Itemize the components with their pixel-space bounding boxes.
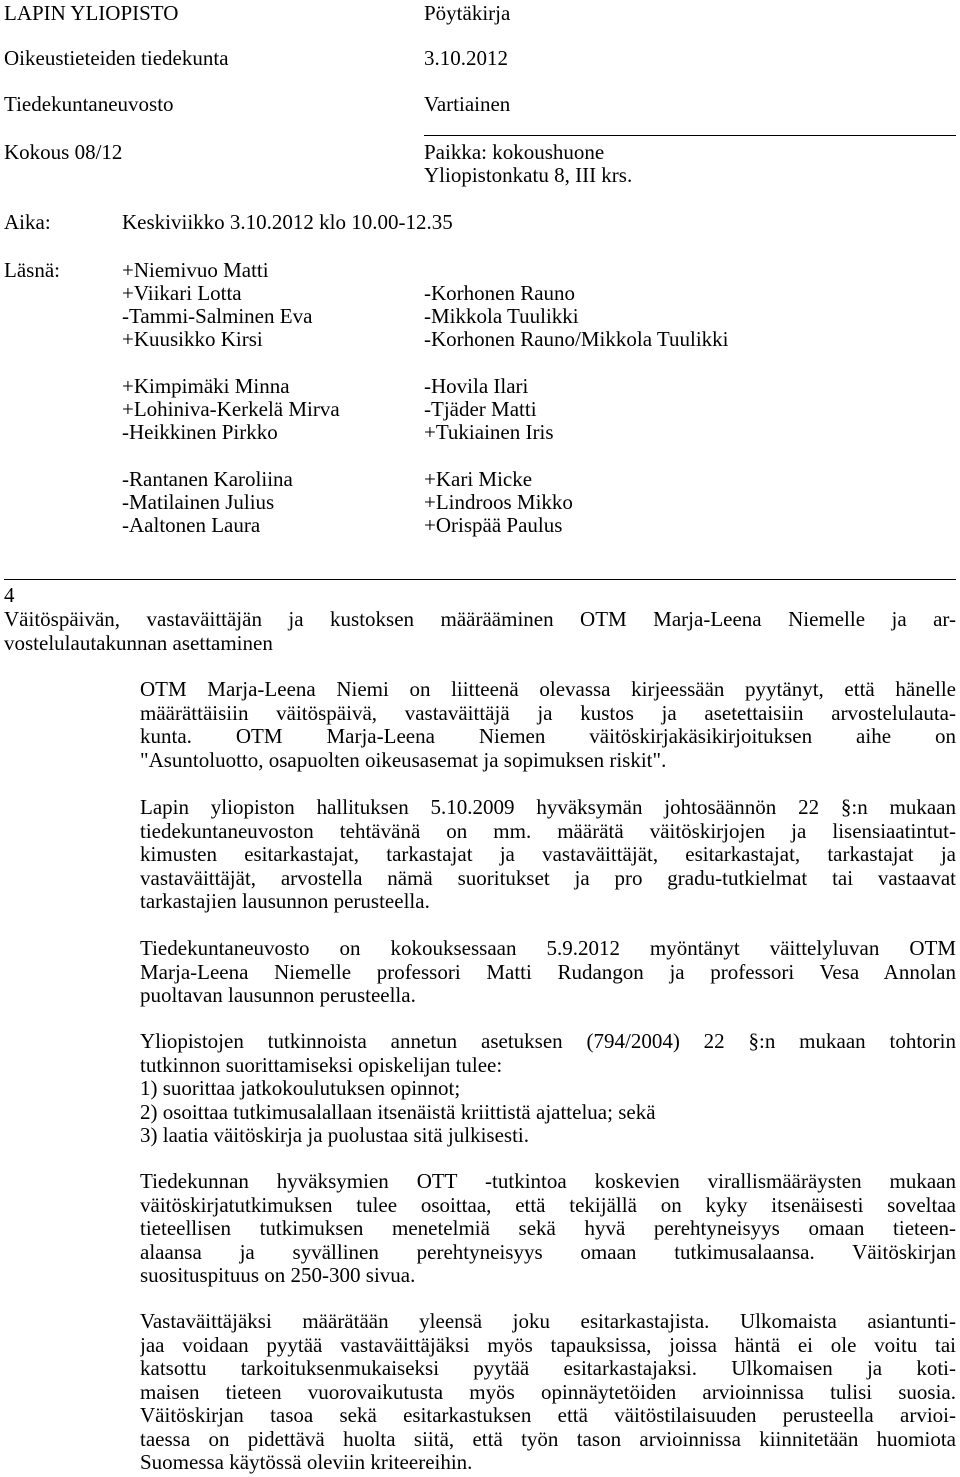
- attendee: -Korhonen Rauno: [424, 281, 576, 305]
- attendee: +Viikari Lotta: [122, 281, 242, 305]
- text-line: tieteellisen tutkimuksen menetelmiä sekä hyvä perehtyneisyys omaan tieteen-: [140, 1217, 956, 1240]
- attendee: -Aaltonen Laura: [122, 513, 261, 537]
- attendee: +Niemivuo Matti: [122, 258, 269, 282]
- attendee: +Lohiniva-Kerkelä Mirva: [122, 397, 340, 421]
- text-line: katsottu tarkoituksenmukaiseksi pyytää esitarkastajaksi. Ulkomaisen ja koti-: [140, 1357, 956, 1380]
- text-line: vastaväittäjät, arvostella nämä suoritukset ja pro gradu-tutkielmat tai vastaavat: [140, 866, 956, 890]
- text-line: Vastaväittäjäksi määrätään yleensä joku esitarkastajista. Ulkomaista asiantunti-: [140, 1310, 956, 1333]
- attendee: +Lindroos Mikko: [424, 490, 573, 514]
- text-line: kimusten esitarkastajat, tarkastajat ja vastaväittäjät, esitarkastajat, tarkastajat ja: [140, 843, 956, 866]
- text-line: taessa on pidettävä huolta siitä, että työn tason arvioinnissa kiinnitetään huomiota: [140, 1427, 956, 1451]
- attendee: -Tammi-Salminen Eva: [122, 304, 313, 328]
- text-line: Yliopistojen tutkinnoista annetun asetuksen (794/2004) 22 §:n mukaan tohtorin: [140, 1030, 956, 1053]
- text-line: alaansa ja syvällinen perehtyneisyys omaan tutkimusalaansa. Väitöskirjan: [140, 1240, 956, 1264]
- text-line: Marja-Leena Niemelle professori Matti Rudangon ja professori Vesa Annolan: [140, 960, 956, 984]
- time-value: Keskiviikko 3.10.2012 klo 10.00-12.35: [122, 210, 453, 234]
- attendee: -Heikkinen Pirkko: [122, 420, 278, 444]
- attendee: -Mikkola Tuulikki: [424, 304, 579, 328]
- text-line: kunta. OTM Marja-Leena Niemen väitöskirjakäsikirjoituksen aihe on: [140, 725, 956, 748]
- text-line: tutkinnon suorittamiseksi opiskelijan tulee:: [140, 1052, 503, 1077]
- text-line: Lapin yliopiston hallituksen 5.10.2009 hyväksymän johtosäännön 22 §:n mukaan: [140, 796, 956, 819]
- header-rule: [424, 135, 956, 136]
- paragraph-requirements: [140, 1170, 956, 1288]
- text-line: määrättäisiin väitöspäivä, vastaväittäjä ja kustos ja asetettaisiin arvostelulauta-: [140, 701, 956, 725]
- meeting-address: Yliopistonkatu 8, III krs.: [424, 163, 633, 187]
- paragraph-request: [140, 678, 956, 772]
- attendee: -Korhonen Rauno/Mikkola Tuulikki: [424, 327, 729, 351]
- text-line: 3) laatia väitöskirja ja puolustaa sitä julkisesti.: [140, 1123, 529, 1147]
- attendee: -Rantanen Karoliina: [122, 467, 293, 491]
- text-line: puoltavan lausunnon perusteella.: [140, 983, 416, 1007]
- attendee: -Matilainen Julius: [122, 490, 275, 514]
- university-name: LAPIN YLIOPISTO: [4, 1, 179, 25]
- text-line: suosituspituus on 250-300 sivua.: [140, 1263, 416, 1287]
- text-line: Väitöskirjan tasoa sekä esitarkastuksen että väitöstilaisuuden perusteella arvioi-: [140, 1404, 956, 1427]
- text-line: Suomessa käytössä oleviin kriteereihin.: [140, 1450, 473, 1474]
- item-title: [4, 608, 956, 655]
- document-type: Pöytäkirja: [424, 1, 511, 25]
- attendee: +Kimpimäki Minna: [122, 374, 290, 398]
- text-line: 1) suorittaa jatkokoulutuksen opinnot;: [140, 1076, 461, 1100]
- text-line: OTM Marja-Leena Niemi on liitteenä olevassa kirjeessään pyytänyt, että hänelle: [140, 678, 956, 701]
- text-line: "Asuntoluotto, osapuolten oikeusasemat ja sopimuksen riskit".: [140, 747, 667, 772]
- paragraph-opponent: [140, 1310, 956, 1475]
- text-line: Tiedekunnan hyväksymien OTT -tutkintoa koskevien virallismääräysten mukaan: [140, 1170, 956, 1193]
- time-label: Aika:: [4, 210, 51, 234]
- recorder-name: Vartiainen: [424, 92, 511, 116]
- text-line: jaa voidaan pyytää vastaväittäjäksi myös tapauksissa, joissa häntä ei ole voitu tai: [140, 1333, 956, 1357]
- attendee: +Kari Micke: [424, 467, 533, 491]
- text-line: maisen tieteen vuorovaikutusta myös opinnäytetöiden arvioinnissa tulisi suosia.: [140, 1380, 956, 1404]
- council-name: Tiedekuntaneuvosto: [4, 92, 174, 116]
- meeting-number: Kokous 08/12: [4, 140, 123, 164]
- item-number: 4: [4, 583, 15, 607]
- attendee: +Tukiainen Iris: [424, 420, 554, 444]
- attendee: +Orispää Paulus: [424, 513, 563, 537]
- attendee: -Hovila Ilari: [424, 374, 529, 398]
- faculty-name: Oikeustieteiden tiedekunta: [4, 46, 229, 70]
- text-line: 2) osoittaa tutkimusalallaan itsenäistä kriittistä ajattelua; sekä: [140, 1099, 656, 1124]
- text-line: tarkastajien lausunnon perusteella.: [140, 889, 430, 913]
- paragraph-permission: [140, 937, 956, 1008]
- meeting-place: Paikka: kokoushuone: [424, 140, 605, 164]
- present-label: Läsnä:: [4, 258, 60, 282]
- item-title-line: vostelulautakunnan asettaminen: [4, 630, 273, 655]
- section-rule: [4, 579, 956, 580]
- meeting-date: 3.10.2012: [424, 46, 508, 70]
- text-line: Tiedekuntaneuvosto on kokouksessaan 5.9.2012 myöntänyt väittelyluvan OTM: [140, 937, 956, 960]
- attendee: +Kuusikko Kirsi: [122, 327, 263, 351]
- text-line: tiedekuntaneuvoston tehtävänä on mm. määrätä väitöskirjojen ja lisensiaatintut-: [140, 819, 956, 843]
- paragraph-regulation: [140, 796, 956, 914]
- attendee: -Tjäder Matti: [424, 397, 537, 421]
- paragraph-decree: [140, 1030, 956, 1148]
- item-title-line: Väitöspäivän, vastaväittäjän ja kustoksen määrääminen OTM Marja-Leena Niemelle ja ar-: [4, 608, 956, 631]
- text-line: väitöskirjatutkimuksen tulee osoittaa, että tekijällä on kyky itsenäisesti soveltaa: [140, 1193, 956, 1217]
